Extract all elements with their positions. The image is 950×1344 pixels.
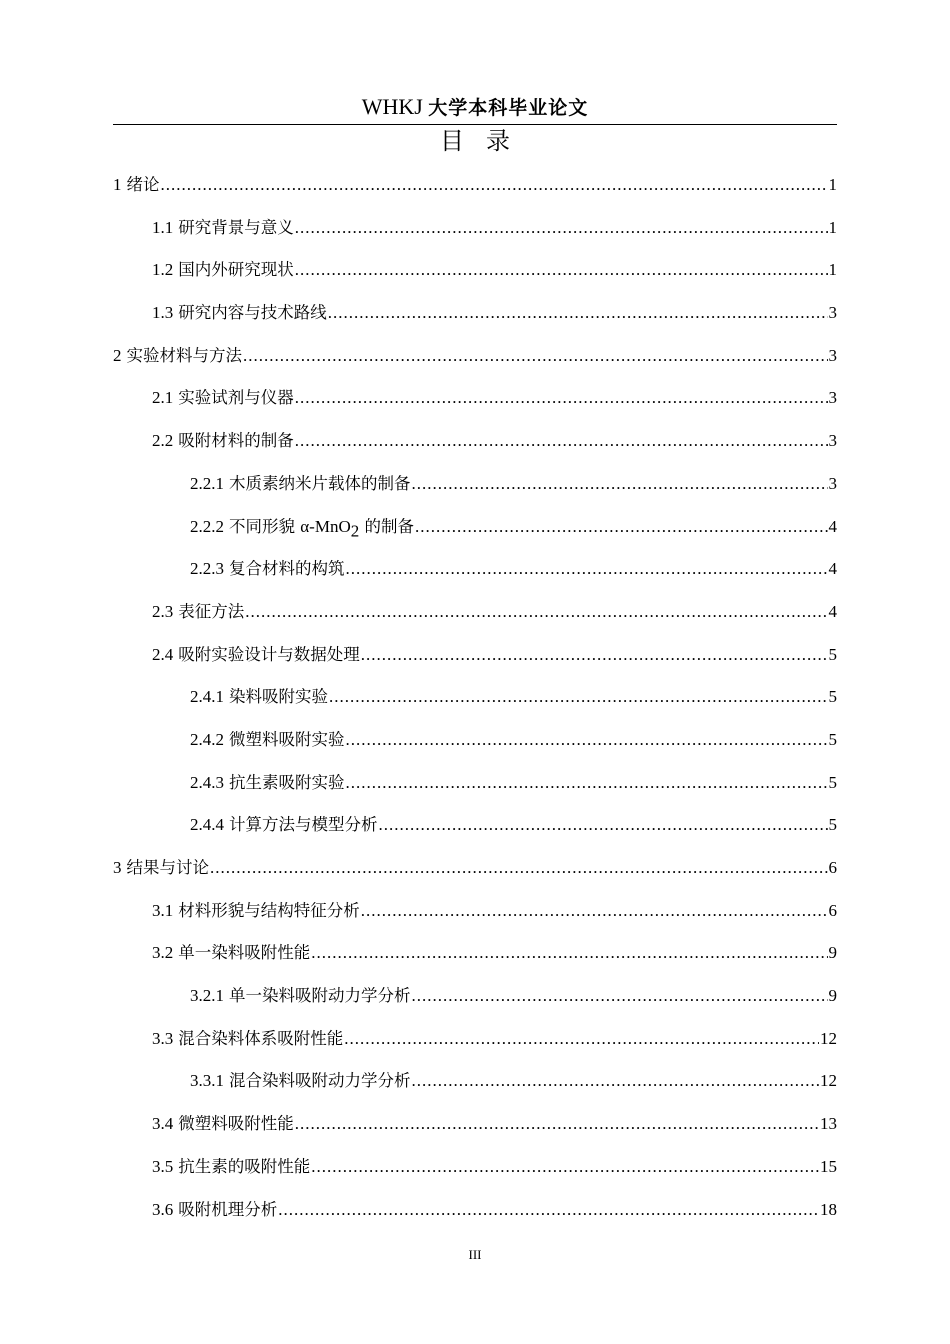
toc-entry-number: 2.4.3 bbox=[190, 772, 224, 792]
toc-leader-dots bbox=[346, 762, 828, 805]
toc-entry-title: 绪论 bbox=[126, 175, 160, 194]
toc-entry-page: 4 bbox=[828, 559, 837, 579]
toc-leader-dots bbox=[243, 335, 828, 378]
toc-entry-page: 3 bbox=[828, 473, 837, 493]
toc-leader-dots bbox=[295, 207, 828, 250]
header-latin: WHKJ bbox=[361, 94, 423, 119]
toc-leader-dots bbox=[412, 975, 828, 1018]
header-title: 大学本科毕业论文 bbox=[428, 97, 589, 119]
toc-entry[interactable] bbox=[113, 890, 837, 933]
toc-entry-number: 2.1 bbox=[152, 388, 174, 408]
toc-entry-title: 复合材料的构筑 bbox=[229, 559, 345, 579]
toc-entry-title: 实验材料与方法 bbox=[126, 345, 242, 365]
toc-entry-title: 单一染料吸附性能 bbox=[178, 943, 311, 963]
toc-entry-title: 研究背景与意义 bbox=[178, 217, 294, 237]
toc-entry-page: 9 bbox=[828, 943, 837, 963]
toc-leader-dots bbox=[311, 1146, 819, 1189]
toc-entry-number: 3.3.1 bbox=[190, 1071, 224, 1091]
toc-entry-number: 2.4.1 bbox=[190, 687, 224, 707]
toc-entry-page: 3 bbox=[828, 303, 837, 323]
toc-leader-dots bbox=[295, 1103, 819, 1146]
toc-leader-dots bbox=[295, 420, 828, 463]
toc-leader-dots bbox=[361, 634, 828, 677]
toc-entry[interactable] bbox=[113, 548, 837, 591]
toc-leader-dots bbox=[344, 1018, 819, 1061]
toc-entry-title-part: 的制备 bbox=[364, 516, 414, 536]
toc-entry-title: 染料吸附实验 bbox=[229, 687, 328, 707]
toc-leader-dots bbox=[361, 890, 828, 933]
toc-entry-title: 国内外研究现状 bbox=[178, 260, 294, 280]
page-header bbox=[113, 92, 837, 125]
toc-entry[interactable] bbox=[113, 335, 837, 378]
toc-entry[interactable] bbox=[113, 591, 837, 634]
toc-entry[interactable] bbox=[113, 1103, 837, 1146]
toc-entry-page: 5 bbox=[828, 815, 837, 835]
toc-entry-title: 微塑料吸附实验 bbox=[229, 729, 345, 749]
toc-leader-dots bbox=[346, 719, 828, 762]
toc-entry[interactable] bbox=[113, 676, 837, 719]
toc-entry-number: 3.6 bbox=[152, 1199, 174, 1219]
toc-title: 目录 bbox=[440, 127, 532, 155]
toc-entry-title: 抗生素吸附实验 bbox=[229, 772, 345, 792]
toc-entry-page: 15 bbox=[820, 1156, 837, 1176]
toc-leader-dots bbox=[329, 676, 828, 719]
toc-entry-number: 2.4.4 bbox=[190, 815, 224, 835]
toc-entry[interactable] bbox=[113, 932, 837, 975]
toc-entry-number: 2.2.2 bbox=[190, 516, 224, 536]
toc-leader-dots bbox=[412, 463, 828, 506]
toc-entry[interactable] bbox=[113, 377, 837, 420]
toc-entry[interactable] bbox=[113, 463, 837, 506]
toc-entry[interactable] bbox=[113, 762, 837, 805]
toc-entry-page: 4 bbox=[828, 516, 837, 536]
toc-entry-title: 混合染料体系吸附性能 bbox=[178, 1028, 344, 1048]
toc-entry-number: 2.2 bbox=[152, 431, 174, 451]
toc-entry-number: 3 bbox=[113, 858, 122, 877]
toc-leader-dots bbox=[379, 804, 828, 847]
toc-entry-title: 研究内容与技术路线 bbox=[178, 303, 327, 323]
toc-leader-dots bbox=[412, 1060, 820, 1103]
toc-entry-number: 1.2 bbox=[152, 260, 174, 280]
toc-entry-title: 结果与讨论 bbox=[126, 858, 209, 877]
toc-leader-dots bbox=[161, 164, 828, 207]
toc-entry-number: 2 bbox=[113, 345, 122, 365]
toc-entry-title-part: 不同形貌 bbox=[229, 516, 295, 536]
toc-entry-number: 2.2.3 bbox=[190, 559, 224, 579]
toc-entry-page: 3 bbox=[828, 345, 837, 365]
toc-entry-page: 1 bbox=[828, 217, 837, 237]
toc-entry-title: 实验试剂与仪器 bbox=[178, 388, 294, 408]
toc-entry-title bbox=[229, 506, 414, 549]
toc-entry-title: 表征方法 bbox=[178, 601, 245, 621]
toc-entry[interactable] bbox=[113, 634, 837, 677]
table-of-contents bbox=[113, 164, 837, 1231]
toc-entry-page: 18 bbox=[820, 1199, 837, 1219]
toc-entry[interactable] bbox=[113, 975, 837, 1018]
toc-entry[interactable] bbox=[113, 719, 837, 762]
toc-leader-dots bbox=[415, 506, 828, 549]
toc-entry[interactable] bbox=[113, 420, 837, 463]
toc-entry-number: 3.3 bbox=[152, 1028, 174, 1048]
toc-entry-page: 6 bbox=[828, 900, 837, 920]
toc-entry-number: 2.3 bbox=[152, 601, 174, 621]
toc-entry-page: 13 bbox=[820, 1114, 837, 1134]
toc-entry-page: 12 bbox=[820, 1071, 837, 1091]
toc-entry-number: 3.5 bbox=[152, 1156, 174, 1176]
toc-leader-dots bbox=[295, 377, 828, 420]
toc-entry-title: 吸附机理分析 bbox=[178, 1199, 278, 1219]
toc-entry-title: 计算方法与模型分析 bbox=[229, 815, 378, 835]
toc-entry-number: 3.2.1 bbox=[190, 986, 224, 1006]
toc-entry[interactable] bbox=[113, 1146, 837, 1189]
toc-leader-dots bbox=[295, 249, 828, 292]
toc-entry-number: 1.3 bbox=[152, 303, 174, 323]
formula-main: -MnO bbox=[309, 516, 351, 536]
toc-entry-number: 2.2.1 bbox=[190, 473, 224, 493]
toc-entry-page: 1 bbox=[828, 175, 837, 194]
toc-entry-number: 1 bbox=[113, 175, 122, 194]
toc-entry[interactable] bbox=[113, 804, 837, 847]
toc-entry-page: 4 bbox=[828, 601, 837, 621]
toc-leader-dots bbox=[328, 292, 828, 335]
toc-entry-number: 2.4 bbox=[152, 644, 174, 664]
toc-entry-page: 5 bbox=[828, 772, 837, 792]
toc-entry[interactable] bbox=[113, 292, 837, 335]
toc-entry-number: 3.4 bbox=[152, 1114, 174, 1134]
toc-entry-title: 混合染料吸附动力学分析 bbox=[229, 1071, 411, 1091]
toc-entry-page: 6 bbox=[828, 858, 837, 877]
formula-greek-letter: α bbox=[300, 516, 310, 536]
toc-entry-page: 3 bbox=[828, 388, 837, 408]
toc-entry[interactable] bbox=[113, 207, 837, 250]
toc-leader-dots bbox=[245, 591, 827, 634]
toc-entry[interactable] bbox=[113, 847, 837, 890]
toc-entry[interactable] bbox=[113, 1060, 837, 1103]
toc-leader-dots bbox=[210, 847, 828, 890]
toc-entry-title: 微塑料吸附性能 bbox=[178, 1114, 294, 1134]
toc-entry-title: 吸附材料的制备 bbox=[178, 431, 294, 451]
toc-leader-dots bbox=[311, 932, 827, 975]
toc-entry-title: 木质素纳米片载体的制备 bbox=[229, 473, 411, 493]
toc-entry-number: 1.1 bbox=[152, 217, 174, 237]
toc-entry-title: 单一染料吸附动力学分析 bbox=[229, 986, 411, 1006]
toc-entry[interactable] bbox=[113, 249, 837, 292]
toc-entry-page: 5 bbox=[828, 729, 837, 749]
formula-subscript: 2 bbox=[350, 520, 360, 540]
toc-entry-number: 3.2 bbox=[152, 943, 174, 963]
toc-entry-number: 3.1 bbox=[152, 900, 174, 920]
toc-entry-page: 1 bbox=[828, 260, 837, 280]
toc-entry-number: 2.4.2 bbox=[190, 729, 224, 749]
toc-entry[interactable] bbox=[113, 1018, 837, 1061]
toc-entry-page: 12 bbox=[820, 1028, 837, 1048]
page-number: III bbox=[468, 1247, 482, 1262]
toc-leader-dots bbox=[278, 1189, 819, 1232]
toc-entry-title: 抗生素的吸附性能 bbox=[178, 1156, 311, 1176]
toc-entry[interactable] bbox=[113, 164, 837, 207]
toc-entry[interactable] bbox=[113, 506, 837, 549]
toc-entry-page: 3 bbox=[828, 431, 837, 451]
toc-entry[interactable] bbox=[113, 1189, 837, 1232]
toc-entry-title: 材料形貌与结构特征分析 bbox=[178, 900, 360, 920]
toc-entry-page: 5 bbox=[828, 687, 837, 707]
toc-entry-page: 9 bbox=[828, 986, 837, 1006]
toc-entry-page: 5 bbox=[828, 644, 837, 664]
toc-leader-dots bbox=[346, 548, 828, 591]
toc-entry-title: 吸附实验设计与数据处理 bbox=[178, 644, 360, 664]
